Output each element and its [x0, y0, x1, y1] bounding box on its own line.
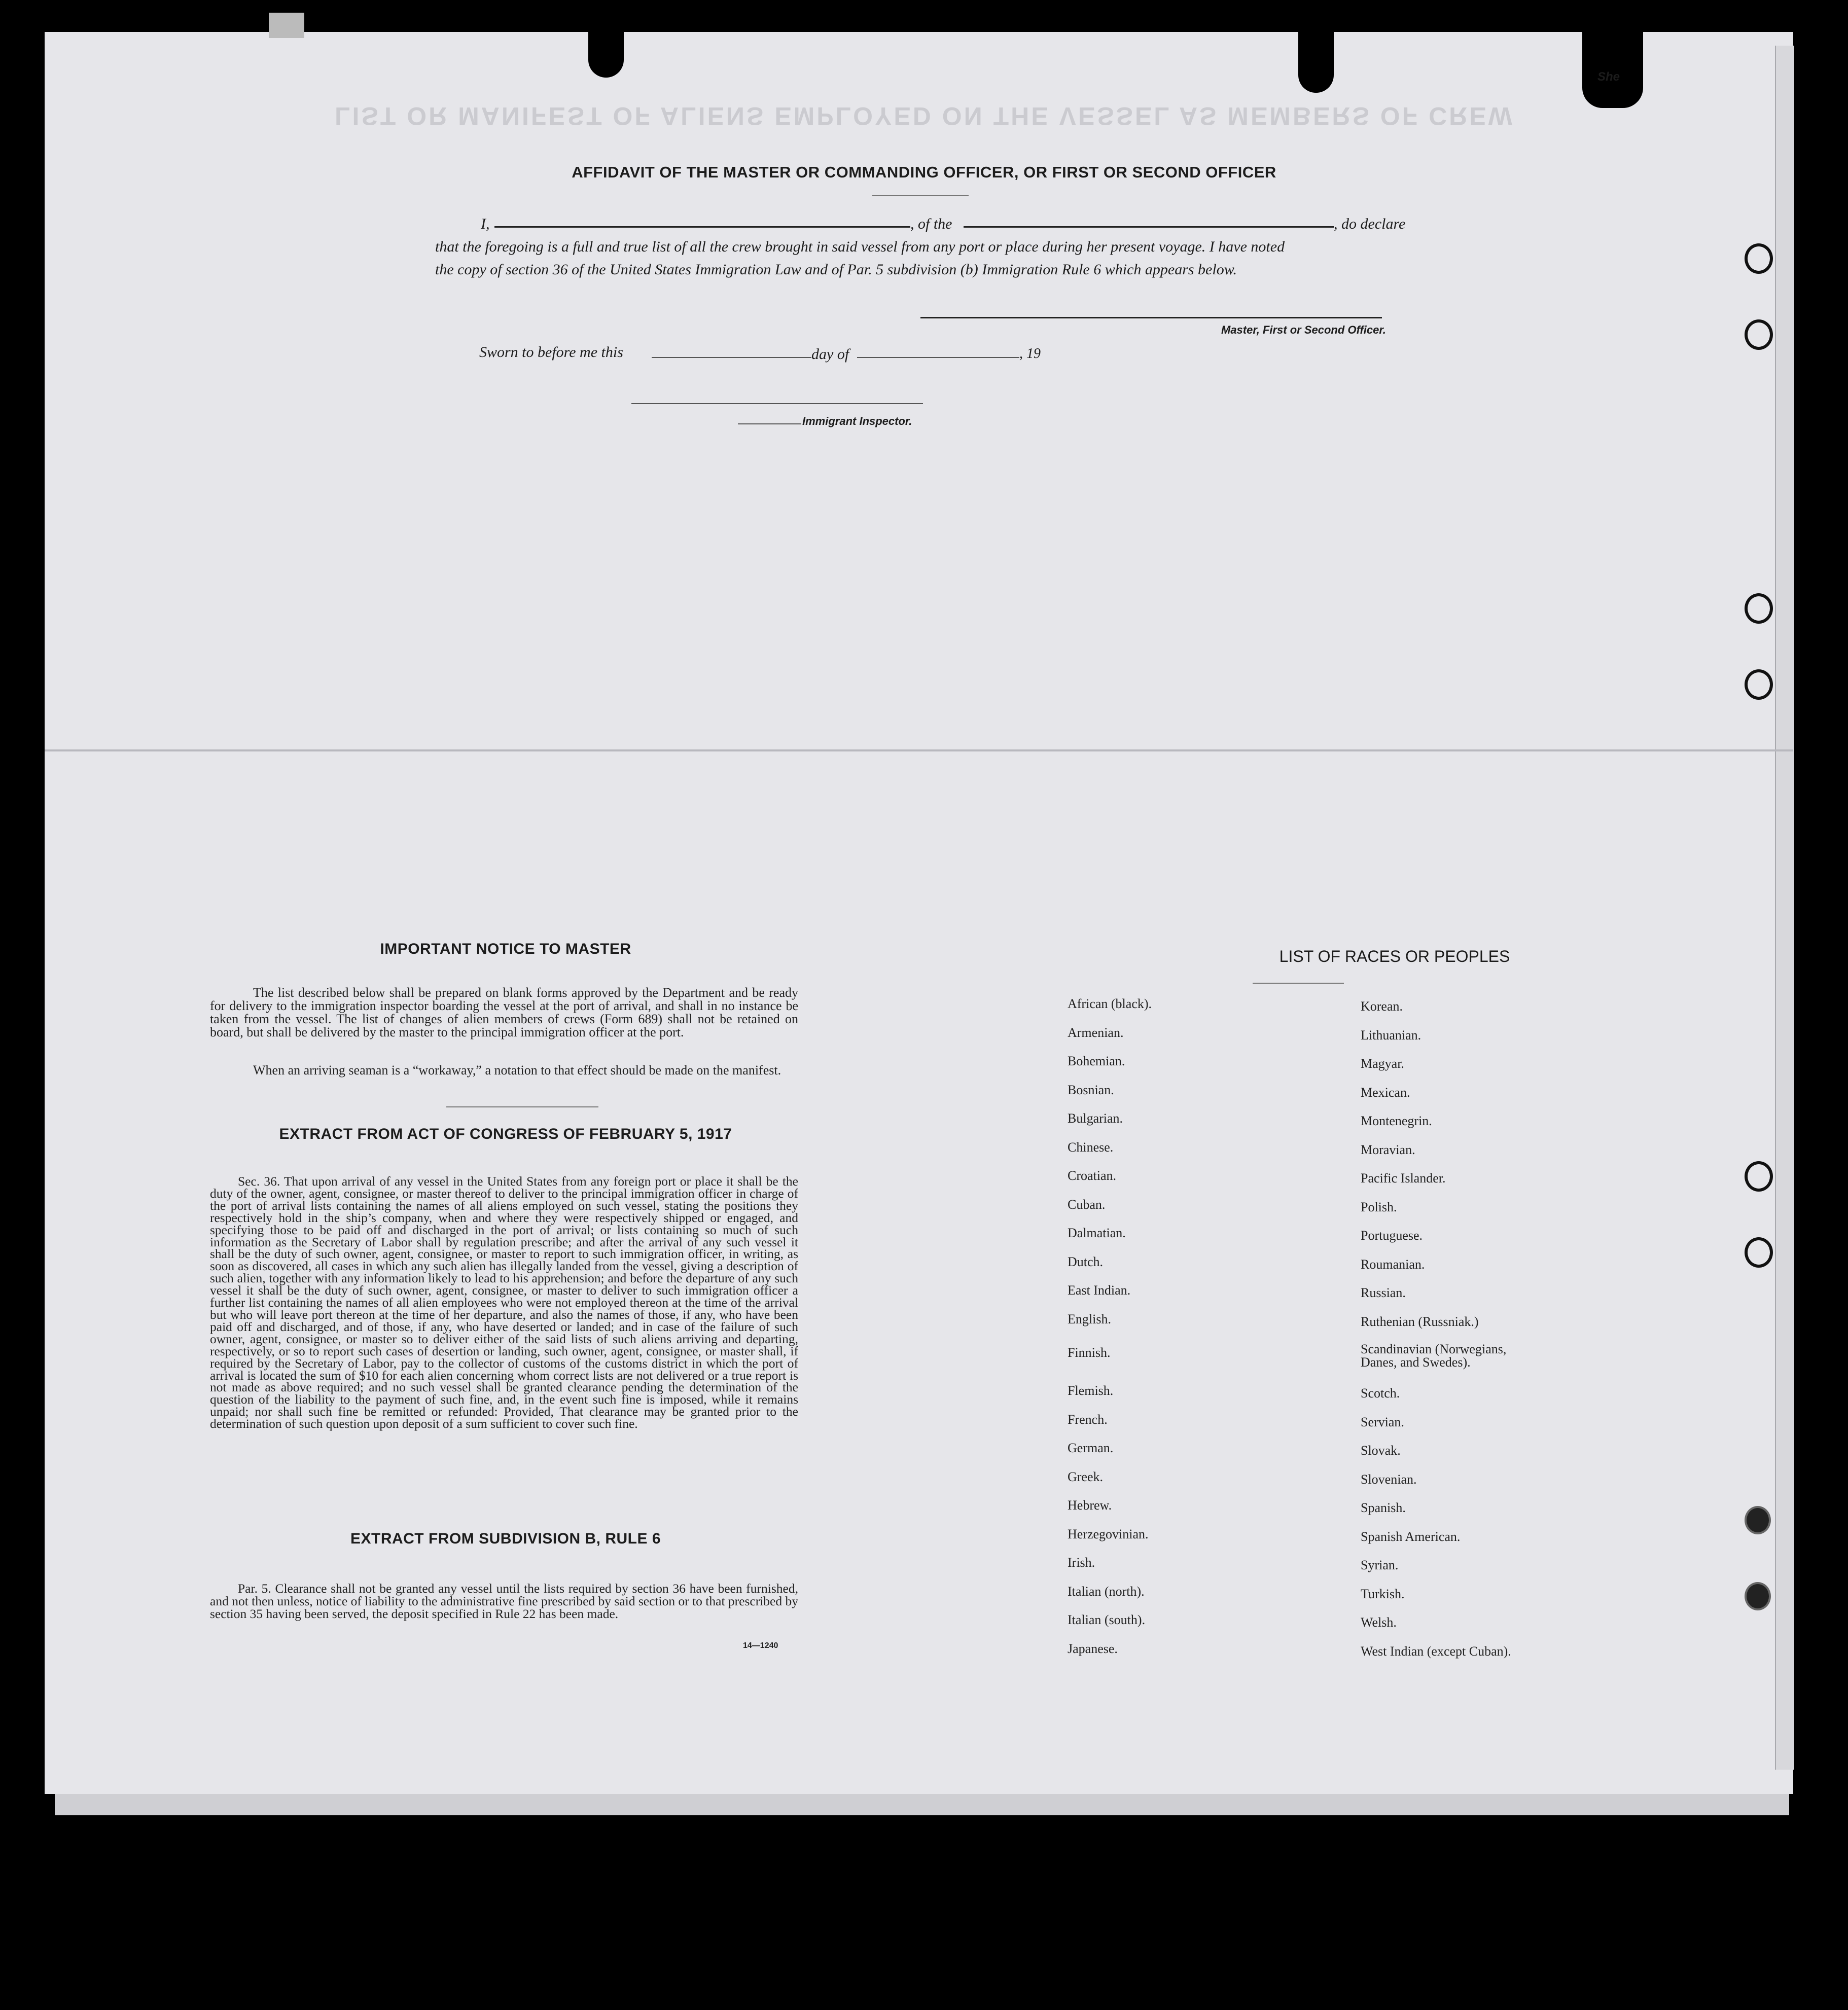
- race-item: Moravian.: [1361, 1142, 1415, 1157]
- race-item: Slovenian.: [1361, 1471, 1417, 1487]
- race-item: Italian (north).: [1068, 1584, 1145, 1599]
- affidavit-i-label: I,: [481, 216, 490, 232]
- race-item: Croatian.: [1068, 1168, 1117, 1183]
- race-item: German.: [1068, 1441, 1114, 1455]
- race-item: West Indian (except Cuban).: [1361, 1643, 1511, 1659]
- races-right-column: [1361, 999, 1543, 1672]
- race-item: Roumanian.: [1361, 1257, 1425, 1272]
- inspector-signature-line[interactable]: [631, 403, 923, 404]
- race-item: Bulgarian.: [1068, 1111, 1123, 1126]
- binder-hole: [1745, 1506, 1771, 1534]
- month-blank-line[interactable]: [857, 357, 1019, 358]
- top-notch: [588, 32, 624, 78]
- signature-line[interactable]: [920, 317, 1382, 318]
- race-item: Flemish.: [1068, 1383, 1114, 1398]
- race-item: Spanish American.: [1361, 1529, 1461, 1544]
- tape-fragment: [269, 13, 304, 38]
- day-blank-line[interactable]: [652, 357, 811, 358]
- page-fold: [45, 749, 1793, 751]
- race-item: Welsh.: [1361, 1615, 1397, 1630]
- race-item: Finnish.: [1068, 1345, 1111, 1360]
- race-item: Bohemian.: [1068, 1054, 1125, 1068]
- divider: [446, 1106, 598, 1107]
- sworn-label: Sworn to before me this: [479, 344, 623, 361]
- extract-rule-title: EXTRACT FROM SUBDIVISION B, RULE 6: [350, 1530, 661, 1547]
- race-item: Cuban.: [1068, 1197, 1106, 1212]
- vessel-blank-line[interactable]: [964, 226, 1334, 228]
- race-item: Pacific Islander.: [1361, 1171, 1446, 1186]
- race-item: Spanish.: [1361, 1500, 1406, 1515]
- extract-act-title: EXTRACT FROM ACT OF CONGRESS OF FEBRUARY 5, 1917: [279, 1126, 732, 1142]
- race-item: Scotch.: [1361, 1386, 1400, 1401]
- affidavit-title: AFFIDAVIT OF THE MASTER OR COMMANDING OFFICER, OR FIRST OR SECOND OFFICER: [572, 163, 1276, 181]
- race-item: Dalmatian.: [1068, 1226, 1126, 1240]
- binder-hole: [1745, 1237, 1773, 1268]
- race-item: Ruthenian (Russniak.): [1361, 1314, 1479, 1329]
- race-item: Chinese.: [1068, 1139, 1114, 1155]
- race-item: Greek.: [1068, 1469, 1104, 1484]
- race-item: Korean.: [1361, 999, 1403, 1014]
- race-item: Armenian.: [1068, 1025, 1124, 1040]
- race-item: English.: [1068, 1311, 1111, 1326]
- sheet-label: She: [1597, 70, 1620, 84]
- inspector-caption: Immigrant Inspector.: [802, 415, 912, 427]
- extract-act-body: Sec. 36. That upon arrival of any vessel in the United States from any foreign port or place it shall be the duty of the owner, agent, consignee, or master thereof to deliver to the principal immigration officer in charge of the port of arrival lists containing the names of all aliens employed on such vessel, stating the positions they respectively hold in the ship’s company, when and where they were respectively shipped or engaged, and specifying those to be paid off and discharged in the port of arrival; or lists containing so much of such information as the Secretary of Labor shall by regulation prescribe; and after the arrival of any such vessel it shall be the duty of such owner, agent, consignee, or master to report to such immigration officer, in writing, as soon as discovered, all cases in which any such alien has illegally landed from the vessel, giving a description of such alien, together with any information likely to lead to his apprehension; and before the departure of any such vessel it shall be the duty of such owner, agent, consignee, or master to deliver to such immigration officer a further list containing the names of all alien employees who were not employed thereon at the time of the arrival but who will leave port thereon at the time of her departure, and also the names of those, if any, who have been paid off and discharged, and of those, if any, who have deserted or landed; and in case of the failure of such owner, agent, consignee, or master so to deliver either of the said lists of such aliens arriving and departing, respectively, or so to report such cases of desertion or landing, such owner, agent, consignee, or master shall, if required by the Secretary of Labor, pay to the collector of customs of the customs district in which the port of arrival is located the sum of $10 for each alien concerning whom correct lists are not delivered or a true report is not made as above required; and no such vessel shall be granted clearance pending the determination of the question of the liability to the payment of such fine, and, in the event such fine is imposed, while it remains unpaid; nor shall such fine be remitted or refunded: Provided, That clearance may be granted prior to the determination of such question upon deposit of a sum sufficient to cover such fine.: [210, 1174, 798, 1431]
- notice-paragraph-1: The list described below shall be prepared on blank forms approved by the Department and be ready for delivery to the immigration inspector boarding the vessel at the port of arrival, and shall in no instance be taken from the vessel. The list of changes of alien members of crews (Form 689) shall not be retained on board, but shall be delivered by the master to the principal immigration officer at the port.: [210, 985, 798, 1039]
- race-item: Portuguese.: [1361, 1228, 1423, 1243]
- races-left-column: [1068, 996, 1152, 1670]
- binder-hole: [1745, 243, 1773, 274]
- name-blank-line[interactable]: [494, 226, 910, 228]
- do-declare-label: , do declare: [1334, 216, 1406, 232]
- binder-hole: [1745, 593, 1773, 624]
- affidavit-line-3: the copy of section 36 of the United States Immigration Law and of Par. 5 subdivision (b) Immigration Rule 6 which appears below.: [435, 261, 1237, 278]
- race-item: Polish.: [1361, 1199, 1397, 1214]
- divider: [1253, 983, 1344, 984]
- race-item: Scandinavian (Norwegians, Danes, and Swedes).: [1361, 1342, 1507, 1370]
- race-item: Bosnian.: [1068, 1082, 1114, 1097]
- race-item: Mexican.: [1361, 1085, 1410, 1100]
- binder-hole: [1745, 1161, 1773, 1192]
- race-item: Magyar.: [1361, 1056, 1404, 1071]
- binder-hole: [1745, 669, 1773, 700]
- of-the-label: , of the: [910, 216, 952, 232]
- binder-hole: [1745, 319, 1773, 350]
- day-of-label: day of: [811, 346, 849, 363]
- page-edge: [1775, 46, 1794, 1770]
- race-item: East Indian.: [1068, 1283, 1131, 1298]
- race-item: Italian (south).: [1068, 1612, 1146, 1627]
- divider: [872, 195, 969, 196]
- race-item: Hebrew.: [1068, 1498, 1112, 1513]
- affidavit-line-2: that the foregoing is a full and true list of all the crew brought in said vessel from any port or place during her present voyage. I have noted: [435, 238, 1285, 255]
- bleed-through-title: LIST OR MANIFEST OF ALIENS EMPLOYED ON THE VESSEL AS MEMBERS OF CREW: [335, 102, 1514, 130]
- binder-hole: [1745, 1582, 1771, 1610]
- notice-title: IMPORTANT NOTICE TO MASTER: [380, 941, 631, 957]
- race-item: Dutch.: [1068, 1254, 1104, 1269]
- race-item: Syrian.: [1361, 1558, 1399, 1572]
- race-item: Irish.: [1068, 1555, 1095, 1570]
- race-item: Russian.: [1361, 1285, 1406, 1300]
- form-number: 14—1240: [743, 1641, 778, 1650]
- race-item: African (black).: [1068, 996, 1152, 1011]
- inspector-dash: [738, 423, 801, 424]
- race-item: Herzegovinian.: [1068, 1526, 1149, 1541]
- race-item: Slovak.: [1361, 1443, 1401, 1458]
- extract-rule-body: Par. 5. Clearance shall not be granted any vessel until the lists required by section 36 have been furnished, and not then unless, notice of liability to the administrative fine prescribed by said section or to that prescribed by section 35 having been served, the deposit specified in Rule 22 has been made.: [210, 1581, 798, 1621]
- race-item: Montenegrin.: [1361, 1114, 1432, 1128]
- top-notch: [1298, 32, 1334, 93]
- race-item: Servian.: [1361, 1414, 1404, 1429]
- race-item: Japanese.: [1068, 1641, 1118, 1656]
- year-label: , 19: [1019, 346, 1041, 362]
- race-item: Lithuanian.: [1361, 1027, 1421, 1043]
- officer-caption: Master, First or Second Officer.: [1221, 324, 1386, 336]
- race-item: Turkish.: [1361, 1586, 1405, 1601]
- notice-paragraph-2: When an arriving seaman is a “workaway,” a notation to that effect should be made on the manifest.: [253, 1063, 781, 1078]
- races-title: LIST OF RACES OR PEOPLES: [1279, 947, 1510, 965]
- race-item: French.: [1068, 1412, 1108, 1427]
